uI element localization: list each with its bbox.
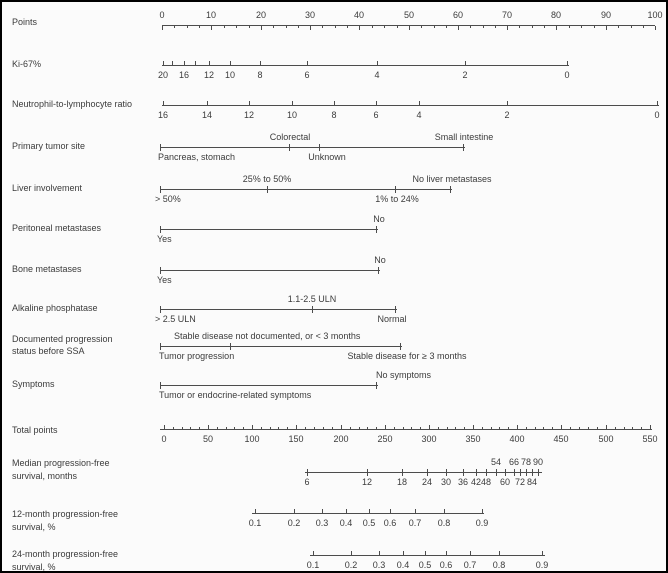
ki67-tick	[465, 61, 466, 65]
total-points-tick	[508, 427, 509, 429]
median-pfs-tick-label: 18	[396, 477, 408, 487]
median-pfs-tick-label: 54	[490, 457, 502, 467]
points-tick	[372, 26, 373, 28]
primary-tumor-site-tick-label: Small intestine	[434, 132, 494, 142]
row-label-pfs-24-month: 24-month progression-free	[12, 549, 119, 559]
points-tick	[569, 26, 570, 28]
points-tick	[286, 26, 287, 28]
median-pfs-axis-line	[305, 472, 542, 473]
total-points-tick	[473, 425, 474, 429]
points-tick	[507, 26, 508, 30]
alkaline-phosphatase-tick-label: Normal	[377, 314, 407, 324]
ki67-tick-label: 8	[257, 70, 263, 80]
pfs-24-month-tick	[403, 551, 404, 555]
total-points-tick	[641, 427, 642, 429]
peritoneal-metastases-tick	[376, 226, 377, 233]
pfs-24-month-tick-label: 0.6	[439, 560, 453, 570]
total-points-tick-label: 100	[244, 434, 260, 444]
pfs-24-month-tick	[542, 551, 543, 555]
median-pfs-tick	[486, 469, 487, 476]
pfs-12-month-tick	[255, 509, 256, 513]
row-label-points: Points	[12, 17, 38, 27]
total-points-tick	[411, 427, 412, 429]
row-label-pfs-12-month: 12-month progression-free	[12, 509, 119, 519]
symptoms-tick-label: No symptoms	[376, 370, 432, 380]
points-tick-label: 50	[403, 10, 415, 20]
progression-status-tick	[160, 343, 161, 350]
points-tick	[606, 26, 607, 30]
points-tick	[618, 26, 619, 28]
symptoms-axis-line	[160, 385, 378, 386]
total-points-tick	[208, 425, 209, 429]
total-points-tick-label: 150	[288, 434, 304, 444]
row-label-pfs-24-month: survival, %	[12, 562, 56, 572]
pfs-24-month-tick-label: 0.3	[372, 560, 386, 570]
ki67-tick	[230, 61, 231, 65]
nlr-tick-label: 12	[243, 110, 255, 120]
total-points-tick	[615, 427, 616, 429]
points-tick	[322, 26, 323, 28]
ki67-tick	[195, 61, 196, 65]
median-pfs-tick	[496, 469, 497, 476]
total-points-tick	[491, 427, 492, 429]
ki67-tick-label: 10	[224, 70, 236, 80]
row-label-primary-tumor-site: Primary tumor site	[12, 141, 86, 151]
total-points-tick	[579, 427, 580, 429]
median-pfs-tick	[532, 469, 533, 476]
nlr-tick	[507, 101, 508, 105]
median-pfs-tick	[505, 469, 506, 476]
points-tick-label: 40	[353, 10, 365, 20]
median-pfs-tick	[446, 469, 447, 476]
liver-involvement-tick-label: 1% to 24%	[375, 194, 419, 204]
liver-involvement-tick-label: 25% to 50%	[242, 174, 292, 184]
bone-metastases-tick	[378, 267, 379, 274]
nlr-tick-label: 16	[157, 110, 169, 120]
points-tick	[273, 26, 274, 28]
pfs-24-month-tick	[313, 551, 314, 555]
pfs-24-month-tick-label: 0.7	[463, 560, 477, 570]
median-pfs-tick	[307, 469, 308, 476]
total-points-tick-label: 550	[642, 434, 658, 444]
alkaline-phosphatase-tick-label: 1.1-2.5 ULN	[287, 294, 337, 304]
points-tick	[335, 26, 336, 28]
alkaline-phosphatase-tick	[395, 306, 396, 313]
nlr-tick	[657, 101, 658, 105]
points-tick	[631, 26, 632, 28]
points-tick	[556, 26, 557, 30]
pfs-24-month-tick-label: 0.2	[344, 560, 358, 570]
pfs-12-month-tick	[415, 509, 416, 513]
total-points-tick-label: 200	[333, 434, 349, 444]
total-points-tick	[420, 427, 421, 429]
pfs-12-month-tick	[482, 509, 483, 513]
pfs-24-month-tick	[425, 551, 426, 555]
points-tick	[310, 26, 311, 30]
nlr-tick	[292, 101, 293, 105]
total-points-tick	[385, 425, 386, 429]
points-tick	[409, 26, 410, 30]
median-pfs-tick-label: 72	[514, 477, 526, 487]
median-pfs-tick-label: 42	[470, 477, 482, 487]
points-tick-label: 90	[600, 10, 612, 20]
median-pfs-tick	[476, 469, 477, 476]
liver-involvement-tick-label: > 50%	[155, 194, 181, 204]
points-tick	[162, 26, 163, 30]
total-points-tick-label: 50	[202, 434, 214, 444]
pfs-12-month-tick-label: 0.6	[383, 518, 397, 528]
median-pfs-tick	[538, 469, 539, 476]
ki67-tick-label: 2	[462, 70, 468, 80]
alkaline-phosphatase-axis-line	[160, 309, 397, 310]
primary-tumor-site-tick	[319, 144, 320, 151]
progression-status-tick-label: Tumor progression	[159, 351, 235, 361]
total-points-tick	[464, 427, 465, 429]
pfs-12-month-tick	[444, 509, 445, 513]
median-pfs-tick	[427, 469, 428, 476]
nlr-tick	[249, 101, 250, 105]
median-pfs-tick-label: 60	[499, 477, 511, 487]
points-tick	[581, 26, 582, 28]
ki67-tick	[307, 61, 308, 65]
median-pfs-tick-label: 48	[480, 477, 492, 487]
symptoms-tick-label: Tumor or endocrine-related symptoms	[159, 390, 312, 400]
points-tick-label: 80	[550, 10, 562, 20]
points-tick	[298, 26, 299, 28]
median-pfs-tick	[402, 469, 403, 476]
ki67-tick	[209, 61, 210, 65]
total-points-tick	[650, 425, 651, 429]
pfs-24-month-axis-line	[310, 555, 545, 556]
median-pfs-tick	[526, 469, 527, 476]
points-tick-label: 60	[452, 10, 464, 20]
ki67-tick	[377, 61, 378, 65]
liver-involvement-tick	[450, 186, 451, 193]
total-points-tick	[350, 427, 351, 429]
total-points-tick	[597, 427, 598, 429]
total-points-tick	[455, 427, 456, 429]
nlr-tick	[419, 101, 420, 105]
pfs-24-month-tick	[379, 551, 380, 555]
total-points-tick-label: 500	[598, 434, 614, 444]
points-tick	[446, 26, 447, 28]
primary-tumor-site-tick-label: Colorectal	[269, 132, 311, 142]
total-points-tick	[543, 427, 544, 429]
pfs-24-month-tick	[499, 551, 500, 555]
total-points-tick	[261, 427, 262, 429]
points-tick	[594, 26, 595, 28]
nlr-tick	[163, 101, 164, 105]
points-tick	[187, 26, 188, 28]
nlr-axis-line	[162, 105, 659, 106]
points-tick	[495, 26, 496, 28]
points-tick	[261, 26, 262, 30]
primary-tumor-site-tick-label: Unknown	[308, 152, 346, 162]
points-tick-label: 30	[304, 10, 316, 20]
nlr-tick-label: 8	[331, 110, 337, 120]
pfs-24-month-tick-label: 0.5	[418, 560, 432, 570]
total-points-tick	[173, 427, 174, 429]
points-tick	[470, 26, 471, 28]
points-tick	[421, 26, 422, 28]
alkaline-phosphatase-tick	[160, 306, 161, 313]
nlr-tick-label: 0	[654, 110, 660, 120]
points-tick	[359, 26, 360, 30]
primary-tumor-site-axis-line	[160, 147, 465, 148]
alkaline-phosphatase-tick	[312, 306, 313, 313]
pfs-12-month-tick-label: 0.1	[248, 518, 262, 528]
liver-involvement-axis-line	[160, 189, 452, 190]
total-points-tick	[517, 425, 518, 429]
total-points-tick	[287, 427, 288, 429]
ki67-tick	[163, 61, 164, 65]
pfs-12-month-tick-label: 0.5	[362, 518, 376, 528]
total-points-tick	[332, 427, 333, 429]
points-tick	[347, 26, 348, 28]
median-pfs-tick	[514, 469, 515, 476]
row-label-median-pfs: survival, months	[12, 471, 78, 481]
liver-involvement-tick	[267, 186, 268, 193]
peritoneal-metastases-axis-line	[160, 229, 378, 230]
row-label-progression-status: Documented progression	[12, 334, 113, 344]
primary-tumor-site-tick	[289, 144, 290, 151]
total-points-tick	[429, 425, 430, 429]
pfs-12-month-tick	[390, 509, 391, 513]
total-points-tick	[296, 425, 297, 429]
total-points-tick-label: 0	[161, 434, 167, 444]
total-points-tick	[438, 427, 439, 429]
pfs-12-month-axis-line	[252, 513, 484, 514]
median-pfs-tick-label: 66	[508, 457, 520, 467]
points-tick	[544, 26, 545, 28]
ki67-axis-line	[162, 65, 569, 66]
total-points-tick	[305, 427, 306, 429]
points-tick-label: 100	[647, 10, 663, 20]
points-tick	[434, 26, 435, 28]
pfs-12-month-tick-label: 0.2	[287, 518, 301, 528]
total-points-tick	[499, 427, 500, 429]
nlr-tick-label: 2	[504, 110, 510, 120]
points-tick	[643, 26, 644, 28]
total-points-tick	[561, 425, 562, 429]
total-points-tick	[234, 427, 235, 429]
total-points-tick	[323, 427, 324, 429]
primary-tumor-site-tick	[160, 144, 161, 151]
total-points-tick	[526, 427, 527, 429]
median-pfs-tick-label: 36	[457, 477, 469, 487]
points-tick	[224, 26, 225, 28]
total-points-tick	[632, 427, 633, 429]
row-label-progression-status: status before SSA	[12, 346, 85, 356]
primary-tumor-site-tick-label: Pancreas, stomach	[158, 152, 236, 162]
median-pfs-tick	[520, 469, 521, 476]
peritoneal-metastases-tick	[160, 226, 161, 233]
total-points-tick	[252, 425, 253, 429]
progression-status-tick	[230, 343, 231, 350]
liver-involvement-tick	[160, 186, 161, 193]
progression-status-tick-label: Stable disease not documented, or < 3 months	[174, 331, 361, 341]
total-points-tick	[588, 427, 589, 429]
points-tick	[211, 26, 212, 30]
total-points-tick	[482, 427, 483, 429]
total-points-tick	[367, 427, 368, 429]
ki67-tick-label: 4	[374, 70, 380, 80]
bone-metastases-tick-label: Yes	[157, 275, 172, 285]
points-tick	[532, 26, 533, 28]
total-points-tick	[164, 425, 165, 429]
progression-status-tick-label: Stable disease for ≥ 3 months	[347, 351, 467, 361]
points-tick	[249, 26, 250, 28]
pfs-12-month-tick-label: 0.3	[315, 518, 329, 528]
total-points-tick-label: 350	[465, 434, 481, 444]
pfs-24-month-tick	[470, 551, 471, 555]
nlr-tick	[334, 101, 335, 105]
total-points-tick	[182, 427, 183, 429]
median-pfs-tick-label: 24	[421, 477, 433, 487]
row-label-liver-involvement: Liver involvement	[12, 183, 83, 193]
ki67-tick	[260, 61, 261, 65]
median-pfs-tick	[463, 469, 464, 476]
nlr-tick	[207, 101, 208, 105]
points-tick	[519, 26, 520, 28]
points-tick	[384, 26, 385, 28]
pfs-24-month-tick-label: 0.1	[306, 560, 320, 570]
row-label-median-pfs: Median progression-free	[12, 458, 110, 468]
median-pfs-tick	[367, 469, 368, 476]
points-tick	[655, 26, 656, 30]
total-points-tick	[278, 427, 279, 429]
points-tick	[236, 26, 237, 28]
pfs-12-month-tick	[322, 509, 323, 513]
pfs-12-month-tick	[294, 509, 295, 513]
median-pfs-tick-label: 90	[532, 457, 544, 467]
total-points-tick-label: 250	[377, 434, 393, 444]
pfs-24-month-tick-label: 0.8	[492, 560, 506, 570]
alkaline-phosphatase-tick-label: > 2.5 ULN	[155, 314, 196, 324]
total-points-tick	[570, 427, 571, 429]
total-points-tick	[394, 427, 395, 429]
ki67-tick	[567, 61, 568, 65]
total-points-tick	[226, 427, 227, 429]
points-tick	[483, 26, 484, 28]
points-tick	[199, 26, 200, 28]
total-points-tick	[341, 425, 342, 429]
total-points-tick	[190, 427, 191, 429]
nlr-tick-label: 6	[373, 110, 379, 120]
total-points-tick	[314, 427, 315, 429]
peritoneal-metastases-tick-label: No	[373, 214, 385, 224]
ki67-tick-label: 12	[203, 70, 215, 80]
pfs-12-month-tick-label: 0.8	[437, 518, 451, 528]
total-points-tick	[217, 427, 218, 429]
points-tick-label: 0	[159, 10, 165, 20]
ki67-tick-label: 20	[157, 70, 169, 80]
row-label-symptoms: Symptoms	[12, 379, 55, 389]
ki67-tick-label: 0	[564, 70, 570, 80]
row-label-total-points: Total points	[12, 425, 58, 435]
median-pfs-tick-label: 12	[361, 477, 373, 487]
ki67-tick	[184, 61, 185, 65]
pfs-24-month-tick	[446, 551, 447, 555]
total-points-tick	[270, 427, 271, 429]
row-label-pfs-12-month: survival, %	[12, 522, 56, 532]
symptoms-tick	[160, 382, 161, 389]
total-points-tick	[447, 427, 448, 429]
progression-status-axis-line	[160, 346, 402, 347]
pfs-12-month-tick	[346, 509, 347, 513]
pfs-12-month-tick-label: 0.9	[475, 518, 489, 528]
row-label-alkaline-phosphatase: Alkaline phosphatase	[12, 303, 98, 313]
total-points-tick	[403, 427, 404, 429]
total-points-tick-label: 450	[553, 434, 569, 444]
total-points-tick-label: 400	[509, 434, 525, 444]
pfs-12-month-tick	[369, 509, 370, 513]
total-points-tick	[199, 427, 200, 429]
points-tick	[174, 26, 175, 28]
total-points-tick	[624, 427, 625, 429]
progression-status-tick	[400, 343, 401, 350]
nlr-tick	[376, 101, 377, 105]
peritoneal-metastases-tick-label: Yes	[157, 234, 172, 244]
points-tick-label: 10	[205, 10, 217, 20]
total-points-tick	[243, 427, 244, 429]
row-label-ki67: Ki-67%	[12, 59, 42, 69]
pfs-24-month-tick	[351, 551, 352, 555]
ki67-tick	[172, 61, 173, 65]
row-label-nlr: Neutrophil-to-lymphocyte ratio	[12, 99, 133, 109]
primary-tumor-site-tick	[463, 144, 464, 151]
total-points-tick	[552, 427, 553, 429]
points-tick	[397, 26, 398, 28]
pfs-12-month-tick-label: 0.4	[339, 518, 353, 528]
row-label-bone-metastases: Bone metastases	[12, 264, 82, 274]
pfs-24-month-tick-label: 0.9	[535, 560, 549, 570]
bone-metastases-axis-line	[160, 270, 380, 271]
points-tick-label: 20	[255, 10, 267, 20]
median-pfs-tick-label: 6	[304, 477, 310, 487]
bone-metastases-tick-label: No	[374, 255, 386, 265]
total-points-axis-line	[160, 429, 652, 430]
symptoms-tick	[376, 382, 377, 389]
points-tick-label: 70	[501, 10, 513, 20]
median-pfs-tick-label: 84	[526, 477, 538, 487]
nlr-tick-label: 14	[201, 110, 213, 120]
nlr-tick-label: 10	[286, 110, 298, 120]
total-points-tick	[535, 427, 536, 429]
total-points-tick	[606, 425, 607, 429]
liver-involvement-tick	[395, 186, 396, 193]
median-pfs-tick-label: 30	[440, 477, 452, 487]
pfs-24-month-tick-label: 0.4	[396, 560, 410, 570]
liver-involvement-tick-label: No liver metastases	[412, 174, 492, 184]
total-points-tick	[359, 427, 360, 429]
ki67-tick-label: 16	[178, 70, 190, 80]
points-tick	[458, 26, 459, 30]
total-points-tick-label: 300	[421, 434, 437, 444]
row-label-peritoneal-metastases: Peritoneal metastases	[12, 223, 102, 233]
ki67-tick-label: 6	[304, 70, 310, 80]
nlr-tick-label: 4	[416, 110, 422, 120]
median-pfs-tick-label: 78	[520, 457, 532, 467]
pfs-12-month-tick-label: 0.7	[408, 518, 422, 528]
total-points-tick	[376, 427, 377, 429]
bone-metastases-tick	[160, 267, 161, 274]
